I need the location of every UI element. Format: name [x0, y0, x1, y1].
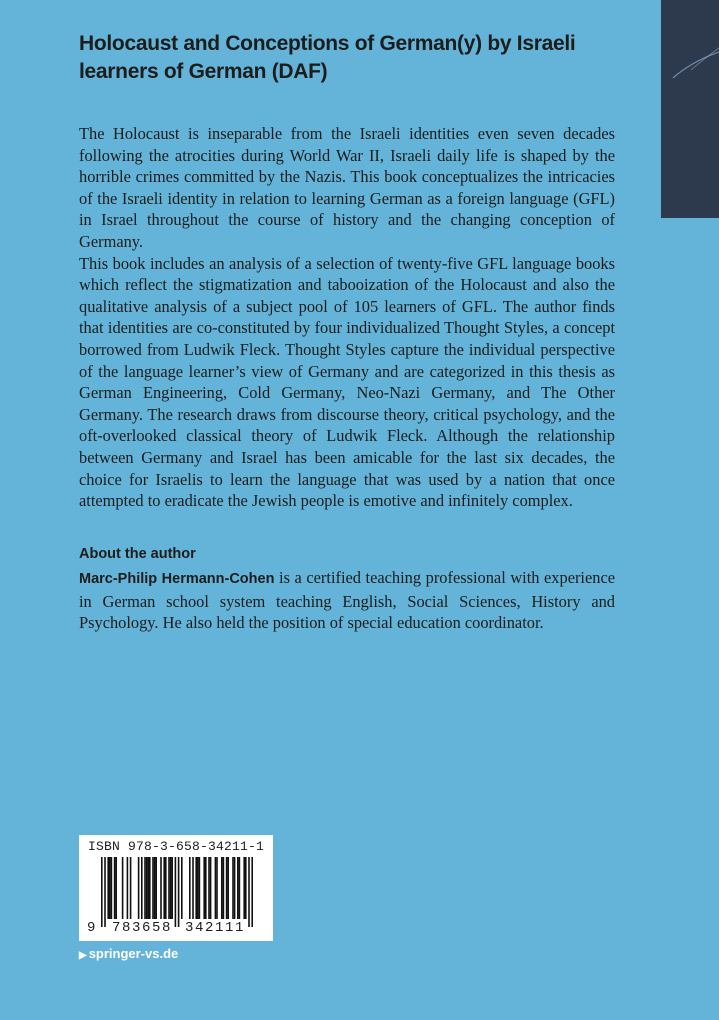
author-name: Marc-Philip Hermann-Cohen — [79, 571, 275, 587]
publisher-link[interactable] — [79, 946, 178, 961]
barcode-bar — [165, 857, 167, 919]
barcode-bar — [155, 857, 157, 919]
barcode-bar — [251, 857, 253, 927]
barcode-bar — [199, 857, 201, 919]
barcode-bar — [175, 857, 177, 927]
barcode-bar — [248, 857, 250, 927]
barcode-bar — [115, 857, 117, 919]
barcode-bar — [149, 857, 151, 919]
arrow-icon: ▶ — [79, 950, 87, 961]
barcode-bar — [160, 857, 162, 919]
barcode-bar — [154, 857, 156, 919]
barcode-bar — [192, 857, 194, 919]
barcode-bar — [114, 857, 116, 919]
barcode-bar — [107, 857, 109, 919]
barcode-bar — [104, 857, 106, 927]
book-description — [79, 123, 615, 512]
about-author-text — [79, 567, 615, 634]
publisher-url: springer-vs.de — [88, 946, 179, 961]
barcode-bar — [168, 857, 170, 919]
barcode-digits — [79, 920, 273, 938]
barcode-bar — [210, 857, 212, 919]
barcode-bar — [216, 857, 218, 919]
barcode-bar — [208, 857, 210, 919]
barcode-bar — [152, 857, 154, 919]
corner-decoration — [661, 0, 719, 218]
barcode-bar — [227, 857, 229, 919]
barcode-bar — [146, 857, 148, 919]
barcode-right-digits: 342111 — [185, 920, 246, 936]
barcode-bar — [141, 857, 143, 919]
barcode-bar — [226, 857, 228, 919]
barcode-bar — [101, 857, 103, 927]
description-paragraph: This book includes an analysis of a selection of twenty-five GFL language books which reflect the stigmatization and tabooization of the Holocaust and also the qualitative analysis of a subject pool of 105 learners of GFL. The author finds that identities are co-constituted by four individualized Thought Styles, a concept borrowed from Ludwik Fleck. Thought Styles capture the individual perspective of the language learner’s view of Germany and are categorized in this thesis as German Engineering, Cold Germany, Neo-Nazi Germany, and The Other Germany. The research draws from discourse theory, critical psychology, and the oft-overlooked classical theory of Ludwik Fleck. Although the relationship between Germany and Israel has been amicable for the last six decades, the choice for Israelis to learn the language that was used by a nation that once attempted to eradicate the Jewish people is emotive and infinitely complex. — [79, 253, 615, 511]
barcode-bar — [147, 857, 149, 919]
barcode-bar — [189, 857, 191, 919]
barcode-bar — [109, 857, 111, 919]
barcode-bar — [243, 857, 245, 919]
description-paragraph: The Holocaust is inseparable from the Israeli identities even seven decades following the atrocities during World War II, Israeli daily life is shaped by the horrible crimes committed by the Nazis. This book conceptualizes the intricacies of the Israeli identity in relation to learning German as a foreign language (GFL) in Israel throughout the course of history and the changing conception of Germany. — [79, 124, 615, 251]
barcode-bar — [122, 857, 124, 919]
author-bio: is a certified teaching professional with experience in German school system teaching English, Social Sciences, History and Psychology. He also held the position of special education coordinator. — [79, 568, 616, 633]
barcode-left-digits: 783658 — [112, 920, 173, 936]
isbn-label: ISBN 978-3-658-34211-1 — [88, 839, 265, 854]
barcode-bar — [195, 857, 197, 919]
barcode-bar — [178, 857, 180, 927]
barcode-bar — [197, 857, 199, 919]
barcode-bar — [245, 857, 247, 919]
barcode-bar — [127, 857, 129, 919]
barcode-bar — [203, 857, 205, 919]
barcode-bar — [144, 857, 146, 919]
barcode-bar — [223, 857, 225, 919]
barcode-bar — [239, 857, 241, 919]
barcode-bar — [221, 857, 223, 919]
barcode-bar — [171, 857, 173, 919]
isbn-barcode — [79, 835, 273, 941]
barcode-bar — [111, 857, 113, 919]
barcode-bar — [181, 857, 183, 919]
barcode-bar — [215, 857, 217, 919]
barcode-bar — [237, 857, 239, 919]
barcode-bar — [130, 857, 132, 919]
barcode-bar — [138, 857, 140, 919]
book-title: Holocaust and Conceptions of German(y) by Israeli learners of German (DAF) — [79, 32, 576, 83]
barcode-bar — [163, 857, 165, 919]
barcode-bar — [170, 857, 172, 919]
barcode-lead-digit: 9 — [87, 920, 96, 936]
barcode-bar — [232, 857, 234, 919]
about-author-heading: About the author — [79, 546, 196, 562]
barcode-bar — [205, 857, 207, 919]
barcode-bar — [234, 857, 236, 919]
